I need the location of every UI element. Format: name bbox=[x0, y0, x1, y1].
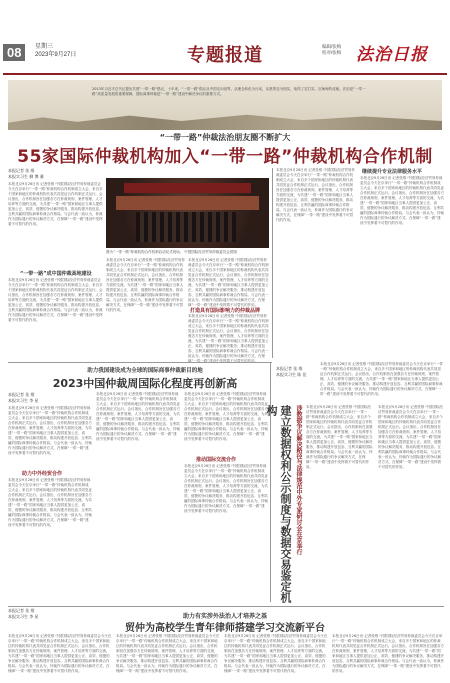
second-column-1: 本报北京9月26日讯 记者张维 中国国际经济贸易仲裁委员会今天在京举行“一带一路”仲裁机构合作机制成立大会，来自多个国家和地区的仲裁机构代表共同见证合作机制正式运行。会议指出，合作机制旨在加强各方在仲裁规则、案件管理、人才培养等方面的交流，为共建“一带一路”国家和地区当事人提供更加公正、高效、便捷的争议解决服务，推动构建开放包容、互利共赢的国际商事仲裁合作格局。与会代表一致认为，仲裁作为国际通行的争议解决方式，在保障“一带一路”建设中发挥着不可替代的作用。 bbox=[8, 406, 92, 455]
second-byline: 本报记者 张 维 本报实习生 李 星 bbox=[8, 392, 39, 403]
bottom-column-4: 本报北京9月26日讯 记者张维 中国国际经济贸易仲裁委员会今天在京举行“一带一路”仲裁机构合作机制成立大会，来自多个国家和地区的仲裁机构代表共同见证合作机制正式运行。会议指出，合作机制旨在加强各方在仲裁规则、案件管理、人才培养等方面的交流，为共建“一带一路”国家和地区当事人提供更加公正、高效、便捷的争议解决服务，推动构建开放包容、互利共赢的国际商事仲裁合作格局。与会代表一致认为，仲裁作为国际通行的争议解决方式，在保障“一带一路”建设中发挥着不可替代的作用。 bbox=[332, 634, 444, 673]
lead-byline: 本报记者 张 维 本报实习生 柳 博 雅 bbox=[8, 168, 44, 179]
page-number: 08 bbox=[3, 44, 25, 61]
lead-subhead-2: 打造具有国际影响力的仲裁品牌 bbox=[190, 308, 261, 314]
second-column-2: 本报北京9月26日讯 记者张维 中国国际经济贸易仲裁委员会今天在京举行“一带一路”仲裁机构合作机制成立大会，来自多个国家和地区的仲裁机构代表共同见证合作机制正式运行。会议指出，合作机制旨在加强各方在仲裁规则、案件管理、人才培养等方面的交流，为共建“一带一路”国家和地区当事人提供更加公正、高效、便捷的争议解决服务，推动构建开放包容、互利共赢的国际商事仲裁合作格局。与会代表一致认为，仲裁作为国际通行的争议解决方式，在保障“一带一路”建设中发挥着不可替代的作用。 bbox=[96, 392, 180, 441]
side-head: 继续提升专业法律服务水平 bbox=[362, 169, 423, 175]
lead-subhead-1: “一带一路”成中国仲裁高地建设 bbox=[20, 271, 92, 277]
lead-column-4: 本报北京9月26日讯 记者张维 中国国际经济贸易仲裁委员会今天在京举行“一带一路”仲裁机构合作机制成立大会，来自多个国家和地区的仲裁机构代表共同见证合作机制正式运行。会议指出，合作机制旨在加强各方在仲裁规则、案件管理、人才培养等方面的交流，为共建“一带一路”国家和地区当事人提供更加公正、高效、便捷的争议解决服务，推动构建开放包容、互利共赢的国际商事仲裁合作格局。与会代表一致认为，仲裁作为国际通行的争议解决方式，在保障“一带一路”建设中发挥着不可替代的作用。 bbox=[276, 168, 355, 222]
bottom-kicker: 助力有实涉外法治人才培养之基 bbox=[182, 613, 267, 620]
signing-ceremony-photo bbox=[106, 178, 269, 248]
vertical-byline: 本报记者 张 维 本报实习生 陈 佳 bbox=[276, 366, 307, 377]
masthead bbox=[0, 38, 450, 72]
masthead-rule bbox=[3, 73, 447, 75]
second-column-3: 本报北京9月26日讯 记者张维 中国国际经济贸易仲裁委员会今天在京举行“一带一路”仲裁机构合作机制成立大会，来自多个国家和地区的仲裁机构代表共同见证合作机制正式运行。会议指出，合作机制旨在加强各方在仲裁规则、案件管理、人才培养等方面的交流，为共建“一带一路”国家和地区当事人提供更加公正、高效、便捷的争议解决服务，推动构建开放包容、互利共赢的国际商事仲裁合作格局。与会代表一致认为，仲裁作为国际通行的争议解决方式，在保障“一带一路”建设中发挥着不可替代的作用。 bbox=[184, 392, 268, 441]
photo-stage bbox=[116, 196, 259, 210]
newspaper-logo: 法治日报 bbox=[356, 45, 428, 65]
bottom-headline: 贸仲为高校学生青年律师搭建学习交流新平台 bbox=[125, 623, 325, 634]
lead-column-1b: 本报北京9月26日讯 记者张维 中国国际经济贸易仲裁委员会今天在京举行“一带一路”仲裁机构合作机制成立大会，来自多个国家和地区的仲裁机构代表共同见证合作机制正式运行。会议指出，合作机制旨在加强各方在仲裁规则、案件管理、人才培养等方面的交流，为共建“一带一路”国家和地区当事人提供更加公正、高效、便捷的争议解决服务，推动构建开放包容、互利共赢的国际商事仲裁合作格局。与会代表一致认为，仲裁作为国际通行的争议解决方式，在保障“一带一路”建设中发挥着不可替代的作用。 bbox=[8, 278, 103, 322]
great-wall-illustration bbox=[8, 112, 442, 130]
vertical-subhead: 涉数据争议解决路径与法律规范中外专家研讨会在京举行 bbox=[295, 405, 302, 555]
banner-text: 2013年习近平总书记提出共建“一带一路”倡议，十年来，“一带一路”倡议从中国走向世界，从理念转化为行动，从愿景变为现实，取得了实打实、沉甸甸的成就。法治是“一带一路”高质量发展的重要保障，国际商事仲裁是“一带一路”建设中解决争议的重要方式。 bbox=[92, 87, 366, 96]
section-divider bbox=[8, 362, 272, 363]
vertical-lead-text: 本报北京9月26日讯 记者张维 中国国际经济贸易仲裁委员会今天在京举行“一带一路”仲裁机构合作机制成立大会，来自多个国家和地区的仲裁机构代表共同见证合作机制正式运行。会议指出，合作机制旨在加强各方在仲裁规则、案件管理、人才培养等方面的交流，为共建“一带一路”国家和地区当事人提供更加公正、高效、便捷的争议解决服务，推动构建开放包容、互利共赢的国际商事仲裁合作格局。与会代表一致认为，仲裁作为国际通行的争议解决方式，在保障“一带一路”建设中发挥着不可替代的作用。 bbox=[320, 362, 443, 396]
photo-backdrop bbox=[124, 183, 251, 193]
second-headline: 2023中国仲裁周国际化程度再创新高 bbox=[52, 377, 238, 390]
topic-banner bbox=[8, 80, 442, 130]
lead-headline: 55家国际仲裁机构加入“一带一路”仲裁机构合作机制 bbox=[17, 147, 433, 167]
editors: 编辑/张梅 校对/张梅 bbox=[322, 44, 342, 55]
lead-column-1: 本报北京9月26日讯 记者张维 中国国际经济贸易仲裁委员会今天在京举行“一带一路”仲裁机构合作机制成立大会，来自多个国家和地区的仲裁机构代表共同见证合作机制正式运行。会议指出，合作机制旨在加强各方在仲裁规则、案件管理、人才培养等方面的交流，为共建“一带一路”国家和地区当事人提供更加公正、高效、便捷的争议解决服务，推动构建开放包容、互利共赢的国际商事仲裁合作格局。与会代表一致认为，仲裁作为国际通行的争议解决方式，在保障“一带一路”建设中发挥着不可替代的作用。 bbox=[8, 182, 103, 226]
second-column-1b: 本报北京9月26日讯 记者张维 中国国际经济贸易仲裁委员会今天在京举行“一带一路”仲裁机构合作机制成立大会，来自多个国家和地区的仲裁机构代表共同见证合作机制正式运行。会议指出，合作机制旨在加强各方在仲裁规则、案件管理、人才培养等方面的交流，为共建“一带一路”国家和地区当事人提供更加公正、高效、便捷的争议解决服务，推动构建开放包容、互利共赢的国际商事仲裁合作格局。与会代表一致认为，仲裁作为国际通行的争议解决方式，在保障“一带一路”建设中发挥着不可替代的作用。 bbox=[8, 478, 92, 527]
second-subhead-2: 推动国际交流合作 bbox=[196, 457, 237, 463]
vertical-column-1: 本报北京9月26日讯 记者张维 中国国际经济贸易仲裁委员会今天在京举行“一带一路”仲裁机构合作机制成立大会，来自多个国家和地区的仲裁机构代表共同见证合作机制正式运行。会议指出，合作机制旨在加强各方在仲裁规则、案件管理、人才培养等方面的交流，为共建“一带一路”国家和地区当事人提供更加公正、高效、便捷的争议解决服务，推动构建开放包容、互利共赢的国际商事仲裁合作格局。与会代表一致认为，仲裁作为国际通行的争议解决方式，在保障“一带一路”建设中发挥着不可替代的作用。 bbox=[306, 405, 373, 469]
lead-column-3b: 本报北京9月26日讯 记者张维 中国国际经济贸易仲裁委员会今天在京举行“一带一路”仲裁机构合作机制成立大会，来自多个国家和地区的仲裁机构代表共同见证合作机制正式运行。会议指出，合作机制旨在加强各方在仲裁规则、案件管理、人才培养等方面的交流，为共建“一带一路”国家和地区当事人提供更加公正、高效、便捷的争议解决服务，推动构建开放包容、互利共赢的国际商事仲裁合作格局。与会代表一致认为，仲裁作为国际通行的争议解决方式，在保障“一带一路”建设中发挥着不可替代的作用。 bbox=[188, 314, 269, 363]
bottom-divider bbox=[8, 606, 444, 607]
second-subhead-1: 助力中外经贸合作 bbox=[22, 471, 63, 477]
lead-kicker: “一带一路”仲裁法治朋友圈不断扩大 bbox=[159, 133, 291, 142]
photo-attendees bbox=[136, 212, 236, 242]
bottom-column-2: 本报北京9月26日讯 记者张维 中国国际经济贸易仲裁委员会今天在京举行“一带一路”仲裁机构合作机制成立大会，来自多个国家和地区的仲裁机构代表共同见证合作机制正式运行。会议指出，合作机制旨在加强各方在仲裁规则、案件管理、人才培养等方面的交流，为共建“一带一路”国家和地区当事人提供更加公正、高效、便捷的争议解决服务，推动构建开放包容、互利共赢的国际商事仲裁合作格局。与会代表一致认为，仲裁作为国际通行的争议解决方式，在保障“一带一路”建设中发挥着不可替代的作用。 bbox=[116, 634, 220, 673]
vertical-column-2: 本报北京9月26日讯 记者张维 中国国际经济贸易仲裁委员会今天在京举行“一带一路”仲裁机构合作机制成立大会，来自多个国家和地区的仲裁机构代表共同见证合作机制正式运行。会议指出，合作机制旨在加强各方在仲裁规则、案件管理、人才培养等方面的交流，为共建“一带一路”国家和地区当事人提供更加公正、高效、便捷的争议解决服务，推动构建开放包容、互利共赢的国际商事仲裁合作格局。与会代表一致认为，仲裁作为国际通行的争议解决方式，在保障“一带一路”建设中发挥着不可替代的作用。 bbox=[378, 405, 443, 469]
section-title: 专题报道 bbox=[187, 45, 263, 65]
vertical-headline: 建立数据权利公示制度与数据交易鉴定机构 bbox=[265, 405, 292, 603]
lead-column-3: 本报北京9月26日讯 记者张维 中国国际经济贸易仲裁委员会今天在京举行“一带一路”仲裁机构合作机制成立大会，来自多个国家和地区的仲裁机构代表共同见证合作机制正式运行。会议指出，合作机制旨在加强各方在仲裁规则、案件管理、人才培养等方面的交流，为共建“一带一路”国家和地区当事人提供更加公正、高效、便捷的争议解决服务，推动构建开放包容、互利共赢的国际商事仲裁合作格局。与会代表一致认为，仲裁作为国际通行的争议解决方式，在保障“一带一路”建设中发挥着不可替代的作用。 bbox=[188, 258, 269, 307]
lead-column-2: 本报北京9月26日讯 记者张维 中国国际经济贸易仲裁委员会今天在京举行“一带一路”仲裁机构合作机制成立大会，来自多个国家和地区的仲裁机构代表共同见证合作机制正式运行。会议指出，合作机制旨在加强各方在仲裁规则、案件管理、人才培养等方面的交流，为共建“一带一路”国家和地区当事人提供更加公正、高效、便捷的争议解决服务，推动构建开放包容、互利共赢的国际商事仲裁合作格局。与会代表一致认为，仲裁作为国际通行的争议解决方式，在保障“一带一路”建设中发挥着不可替代的作用。 bbox=[106, 258, 185, 312]
side-column: 本报北京9月26日讯 记者张维 中国国际经济贸易仲裁委员会今天在京举行“一带一路”仲裁机构合作机制成立大会，来自多个国家和地区的仲裁机构代表共同见证合作机制正式运行。会议指出，合作机制旨在加强各方在仲裁规则、案件管理、人才培养等方面的交流，为共建“一带一路”国家和地区当事人提供更加公正、高效、便捷的争议解决服务，推动构建开放包容、互利共赢的国际商事仲裁合作格局。与会代表一致认为，仲裁作为国际通行的争议解决方式，在保障“一带一路”建设中发挥着不可替代的作用。 bbox=[360, 176, 444, 225]
second-kicker: 助力我国建设成为全球的国际商事仲裁新目的地 bbox=[87, 368, 203, 374]
bottom-byline: 本报记者 张 维 本报实习生 李 星 bbox=[8, 608, 39, 619]
bottom-column-3: 本报北京9月26日讯 记者张维 中国国际经济贸易仲裁委员会今天在京举行“一带一路”仲裁机构合作机制成立大会，来自多个国家和地区的仲裁机构代表共同见证合作机制正式运行。会议指出，合作机制旨在加强各方在仲裁规则、案件管理、人才培养等方面的交流，为共建“一带一路”国家和地区当事人提供更加公正、高效、便捷的争议解决服务，推动构建开放包容、互利共赢的国际商事仲裁合作格局。与会代表一致认为，仲裁作为国际通行的争议解决方式，在保障“一带一路”建设中发挥着不可替代的作用。 bbox=[224, 634, 328, 673]
bottom-column-1: 本报北京9月26日讯 记者张维 中国国际经济贸易仲裁委员会今天在京举行“一带一路”仲裁机构合作机制成立大会，来自多个国家和地区的仲裁机构代表共同见证合作机制正式运行。会议指出，合作机制旨在加强各方在仲裁规则、案件管理、人才培养等方面的交流，为共建“一带一路”国家和地区当事人提供更加公正、高效、便捷的争议解决服务，推动构建开放包容、互利共赢的国际商事仲裁合作格局。与会代表一致认为，仲裁作为国际通行的争议解决方式，在保障“一带一路”建设中发挥着不可替代的作用。 bbox=[8, 634, 112, 673]
column-divider-2 bbox=[270, 362, 271, 602]
column-divider bbox=[272, 168, 273, 358]
second-column-3b: 本报北京9月26日讯 记者张维 中国国际经济贸易仲裁委员会今天在京举行“一带一路”仲裁机构合作机制成立大会，来自多个国家和地区的仲裁机构代表共同见证合作机制正式运行。会议指出，合作机制旨在加强各方在仲裁规则、案件管理、人才培养等方面的交流，为共建“一带一路”国家和地区当事人提供更加公正、高效、便捷的争议解决服务，推动构建开放包容、互利共赢的国际商事仲裁合作格局。与会代表一致认为，仲裁作为国际通行的争议解决方式，在保障“一带一路”建设中发挥着不可替代的作用。 bbox=[184, 464, 268, 513]
issue-date: 星期三 2023年9月27日 bbox=[35, 44, 77, 58]
photo-caption: 图为“一带一路”仲裁机构合作机制启动仪式现场。 中国国际经济贸易仲裁委员会供图 bbox=[106, 250, 237, 254]
